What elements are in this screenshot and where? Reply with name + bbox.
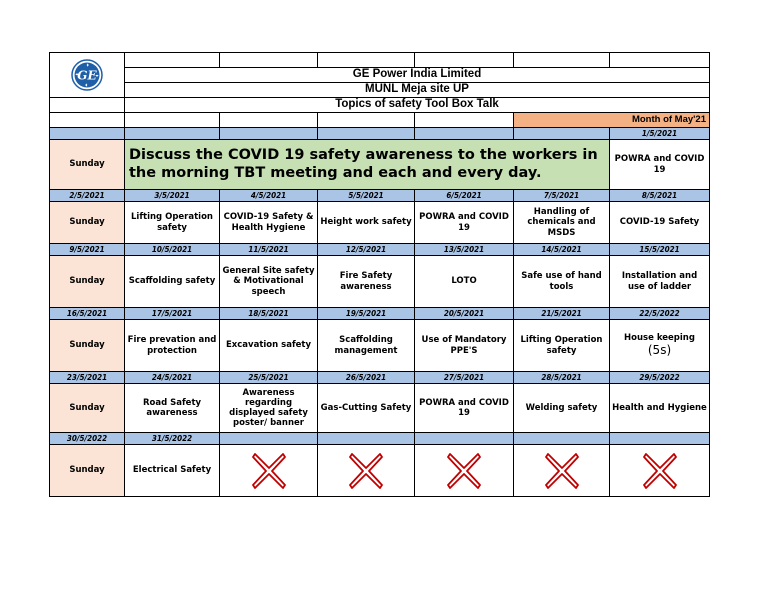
topic-cell: COVID-19 Safety (610, 202, 710, 244)
sunday-cell: Sunday (50, 445, 125, 497)
date-cell: 12/5/2021 (318, 244, 415, 256)
ge-logo-icon (71, 59, 103, 91)
blank-cell (514, 53, 610, 68)
blank-cell (318, 113, 415, 128)
sunday-cell: Sunday (50, 256, 125, 308)
topic-text: House keeping (624, 333, 695, 344)
date-cell: 23/5/2021 (50, 372, 125, 384)
x-cell (514, 445, 610, 497)
x-cross-icon (349, 451, 383, 491)
date-cell: 10/5/2021 (125, 244, 220, 256)
date-cell: 21/5/2021 (514, 308, 610, 320)
date-cell: 16/5/2021 (50, 308, 125, 320)
topic-cell: Installation and use of ladder (610, 256, 710, 308)
topic-cell: Welding safety (514, 384, 610, 433)
topic-cell: Awareness regarding displayed safety poster/ banner (220, 384, 318, 433)
topic-cell: POWRA and COVID 19 (415, 384, 514, 433)
topic-cell: Lifting Operation safety (125, 202, 220, 244)
header-row-blank (50, 53, 710, 68)
topic-cell: Lifting Operation safety (514, 320, 610, 372)
blank-cell (415, 53, 514, 68)
topic-extra: (5s) (647, 343, 672, 358)
x-cross-icon (643, 451, 677, 491)
date-row (50, 308, 710, 320)
topic-row (50, 320, 710, 372)
date-cell: 3/5/2021 (125, 190, 220, 202)
date-row (50, 190, 710, 202)
date-row (50, 372, 710, 384)
date-cell: 28/5/2021 (514, 372, 610, 384)
blank-cell (220, 113, 318, 128)
date-cell: 26/5/2021 (318, 372, 415, 384)
topic-cell: POWRA and COVID 19 (610, 140, 710, 190)
x-cell (610, 445, 710, 497)
topic-cell: LOTO (415, 256, 514, 308)
topic-cell: Scaffolding management (318, 320, 415, 372)
topic-cell: Gas-Cutting Safety (318, 384, 415, 433)
sunday-cell: Sunday (50, 384, 125, 433)
blank-cell (610, 53, 710, 68)
topic-cell: Health and Hygiene (610, 384, 710, 433)
site-name: MUNL Meja site UP (125, 83, 710, 98)
topic-cell: Safe use of hand tools (514, 256, 610, 308)
sunday-cell: Sunday (50, 140, 125, 190)
date-cell: 25/5/2021 (220, 372, 318, 384)
header-row-topic (50, 98, 710, 113)
date-cell: 8/5/2021 (610, 190, 710, 202)
x-cell (220, 445, 318, 497)
date-cell: 30/5/2022 (50, 433, 125, 445)
blank-cell (125, 113, 220, 128)
date-cell: 24/5/2021 (125, 372, 220, 384)
topic-cell: Fire prevation and protection (125, 320, 220, 372)
covid-banner: Discuss the COVID 19 safety awareness to the workers in the morning TBT meeting and each and every day. (125, 140, 610, 190)
sunday-cell: Sunday (50, 202, 125, 244)
x-cross-icon (545, 451, 579, 491)
date-row (50, 244, 710, 256)
date-cell: 11/5/2021 (220, 244, 318, 256)
blank-cell (50, 98, 125, 113)
date-cell: 14/5/2021 (514, 244, 610, 256)
date-cell: 4/5/2021 (220, 190, 318, 202)
toolbox-talk-table (49, 52, 710, 497)
header-row-company (50, 68, 710, 83)
blank-cell (220, 53, 318, 68)
date-row (50, 128, 710, 140)
blank-cell (125, 53, 220, 68)
x-cell (415, 445, 514, 497)
topic-row (50, 445, 710, 497)
blank-cell (50, 113, 125, 128)
sunday-cell: Sunday (50, 320, 125, 372)
date-cell: 31/5/2022 (125, 433, 220, 445)
topic-cell: Handling of chemicals and MSDS (514, 202, 610, 244)
date-cell: 13/5/2021 (415, 244, 514, 256)
date-cell: 1/5/2021 (610, 128, 710, 140)
blank-cell (318, 53, 415, 68)
logo-text: GE (77, 68, 97, 83)
topic-cell: Height work safety (318, 202, 415, 244)
topic-cell: General Site safety & Motivational speech (220, 256, 318, 308)
topic-cell (610, 320, 710, 372)
topic-cell: POWRA and COVID 19 (415, 202, 514, 244)
topic-row (50, 140, 710, 190)
topic-cell: Road Safety awareness (125, 384, 220, 433)
topic-cell: Excavation safety (220, 320, 318, 372)
date-cell: 29/5/2022 (610, 372, 710, 384)
x-cross-icon (447, 451, 481, 491)
header-row-site (50, 83, 710, 98)
date-cell: 27/5/2021 (415, 372, 514, 384)
logo-cell (50, 53, 125, 98)
x-cross-icon (252, 451, 286, 491)
date-cell: 6/5/2021 (415, 190, 514, 202)
date-cell: 9/5/2021 (50, 244, 125, 256)
date-cell: 20/5/2021 (415, 308, 514, 320)
topic-row (50, 384, 710, 433)
date-cell: 15/5/2021 (610, 244, 710, 256)
topic-cell: Use of Mandatory PPE'S (415, 320, 514, 372)
date-cell: 5/5/2021 (318, 190, 415, 202)
date-cell: 2/5/2021 (50, 190, 125, 202)
topic-cell: Scaffolding safety (125, 256, 220, 308)
date-cell: 22/5/2022 (610, 308, 710, 320)
date-row (50, 433, 710, 445)
topic-row (50, 202, 710, 244)
topic-cell: Electrical Safety (125, 445, 220, 497)
blank-cell (415, 113, 514, 128)
date-cell: 7/5/2021 (514, 190, 610, 202)
header-row-month (50, 113, 710, 128)
x-cell (318, 445, 415, 497)
month-label: Month of May'21 (514, 113, 710, 128)
sheet-title: Topics of safety Tool Box Talk (125, 98, 710, 113)
company-name: GE Power India Limited (125, 68, 710, 83)
topic-cell: Fire Safety awareness (318, 256, 415, 308)
date-cell: 17/5/2021 (125, 308, 220, 320)
date-cell: 18/5/2021 (220, 308, 318, 320)
date-cell: 19/5/2021 (318, 308, 415, 320)
topic-cell: COVID-19 Safety & Health Hygiene (220, 202, 318, 244)
topic-row (50, 256, 710, 308)
